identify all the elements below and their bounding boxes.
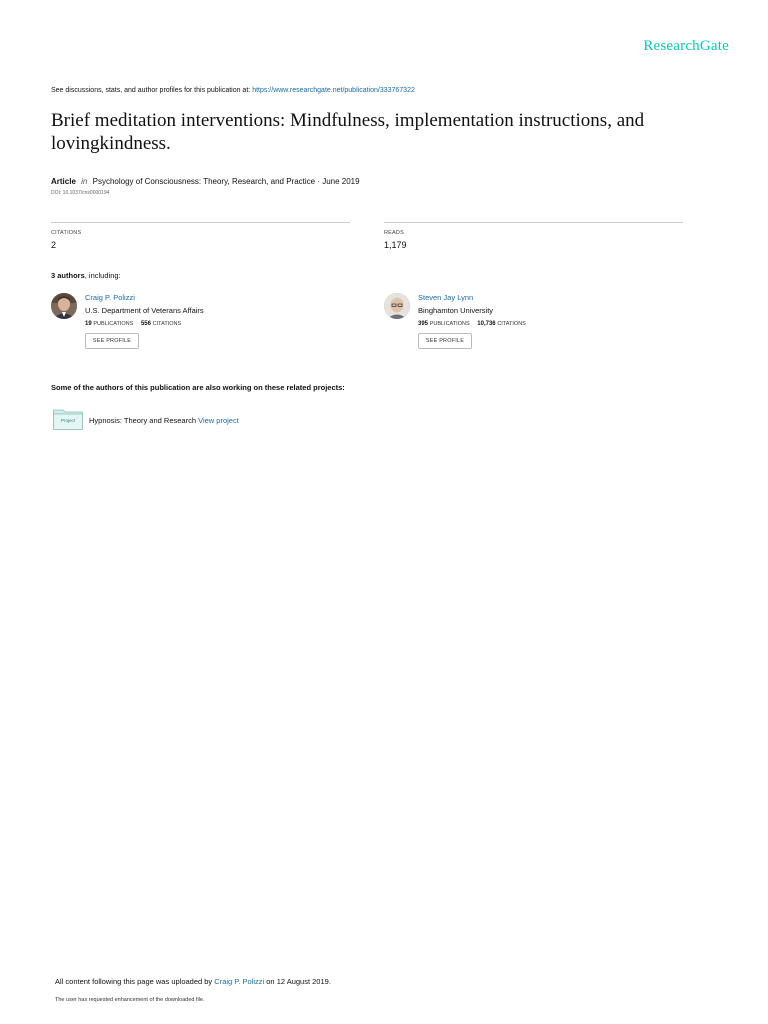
enhancement-note: The user has requested enhancement of the downloaded file.	[55, 997, 205, 1003]
discussion-prefix: See discussions, stats, and author profiles for this publication at:	[51, 87, 251, 94]
author-card	[51, 293, 351, 363]
authors-heading	[51, 271, 121, 280]
doi-text: DOI: 10.1037/cns0000194	[51, 190, 110, 196]
upload-suffix: on 12 August 2019.	[266, 977, 331, 986]
view-project-link[interactable]: View project	[198, 416, 239, 425]
uploader-link[interactable]: Craig P. Polizzi	[214, 977, 265, 986]
avatar[interactable]	[384, 293, 410, 319]
project-line	[89, 416, 239, 425]
publication-count: 395	[418, 321, 429, 327]
upload-info	[55, 977, 331, 986]
author-stats	[418, 321, 532, 327]
publication-count: 19	[85, 321, 92, 327]
author-institution: Binghamton University	[418, 306, 494, 315]
citations-divider	[51, 222, 350, 223]
author-card	[384, 293, 684, 363]
discussion-line	[51, 87, 415, 94]
author-stats	[85, 321, 187, 327]
upload-prefix: All content following this page was uploaded by	[55, 977, 213, 986]
avatar[interactable]	[51, 293, 77, 319]
meta-in-label: in	[81, 177, 88, 186]
reads-label: READS	[384, 230, 404, 236]
author-citations-label: CITATIONS	[152, 321, 182, 327]
author-name-link[interactable]: Craig P. Polizzi	[85, 293, 135, 302]
researchgate-logo[interactable]: ResearchGate	[643, 38, 729, 54]
see-profile-button[interactable]: SEE PROFILE	[85, 333, 139, 349]
journal-name: Psychology of Consciousness: Theory, Research, and Practice · June 2019	[92, 177, 360, 186]
author-citation-count: 10,736	[477, 321, 496, 327]
publications-label: PUBLICATIONS	[429, 321, 470, 327]
citations-label: CITATIONS	[51, 230, 82, 236]
author-citation-count: 556	[140, 321, 151, 327]
reads-count: 1,179	[384, 240, 407, 250]
publications-label: PUBLICATIONS	[93, 321, 134, 327]
authors-count: 3 authors	[51, 271, 85, 280]
publication-meta	[51, 177, 360, 186]
authors-suffix: , including:	[84, 271, 121, 280]
reads-divider	[384, 222, 683, 223]
author-citations-label: CITATIONS	[497, 321, 526, 327]
author-name-link[interactable]: Steven Jay Lynn	[418, 293, 474, 302]
publication-url-link[interactable]: https://www.researchgate.net/publication/333767322	[252, 87, 415, 94]
author-institution: U.S. Department of Veterans Affairs	[85, 306, 204, 315]
project-name: Hypnosis: Theory and Research	[89, 416, 196, 425]
publication-title: Brief meditation interventions: Mindfulness, implementation instructions, and lovingkindness.	[51, 110, 645, 154]
avatar-photo-icon	[384, 293, 410, 319]
avatar-photo-icon	[51, 293, 77, 319]
see-profile-button[interactable]: SEE PROFILE	[418, 333, 472, 349]
project-icon[interactable]	[53, 408, 83, 430]
citations-count: 2	[51, 240, 57, 250]
project-icon-label: Project	[60, 418, 75, 423]
publication-type: Article	[51, 177, 76, 186]
related-projects-heading: Some of the authors of this publication are also working on these related projects:	[51, 383, 345, 392]
